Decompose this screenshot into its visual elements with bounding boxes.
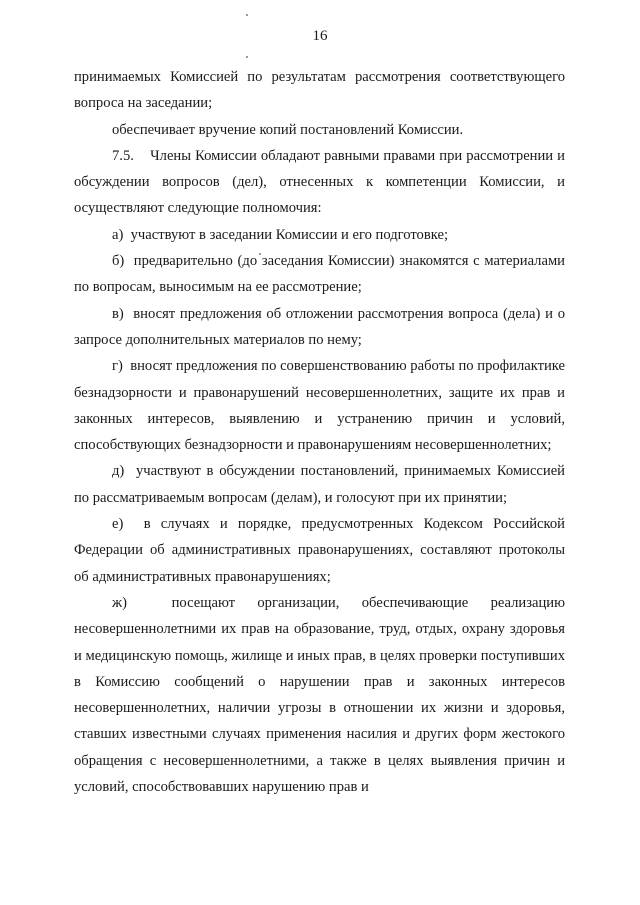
- page-number: 16: [312, 28, 328, 44]
- list-item: ж) посещают организации, обеспечивающие реализацию несовершеннолетними их прав на образование, труд, отдых, охрану здоровья и медицинскую помощь, жилище и иных прав, в целях проверки поступивших в Комиссию сообщений о нарушении прав и законных интересов несовершеннолетних, наличии угрозы в отношении их жизни и здоровья, ставших известными случаях применения насилия и других форм жестокого обращения с несовершеннолетними, а также в целях выявления причин и условий, способствовавших нарушению прав и: [74, 594, 565, 796]
- document-body: [74, 64, 565, 800]
- list-item: б) предварительно (до заседания Комиссии) знакомятся с материалами по вопросам, выносимым на ее рассмотрение;: [74, 253, 565, 296]
- paragraph: 7.5. Члены Комиссии обладают равными правами при рассмотрении и обсуждении вопросов (дел), отнесенных к компетенции Комиссии, и осуществляют следующие полномочия:: [74, 147, 565, 217]
- list-item: г) вносят предложения по совершенствованию работы по профилактике безнадзорности и правонарушений несовершеннолетних, защите их прав и законных интересов, выявлению и устранению причин и условий, способствующих безнадзорности и правонарушениям несовершеннолетних;: [74, 358, 565, 454]
- scan-speck: [246, 56, 248, 58]
- paragraph: принимаемых Комиссией по результатам рассмотрения соответствующего вопроса на заседании;: [74, 69, 565, 112]
- list-item: д) участвуют в обсуждении постановлений, принимаемых Комиссией по рассматриваемым вопросам (делам), и голосуют при их принятии;: [74, 463, 565, 506]
- list-item: в) вносят предложения об отложении рассмотрения вопроса (дела) и о запросе дополнительных материалов по нему;: [74, 305, 565, 348]
- scan-speck: [246, 14, 248, 16]
- paragraph: обеспечивает вручение копий постановлений Комиссии.: [112, 121, 464, 138]
- list-item: е) в случаях и порядке, предусмотренных Кодексом Российской Федерации об административных правонарушениях, составляют протоколы об административных правонарушениях;: [74, 516, 565, 585]
- list-item: а) участвуют в заседании Комиссии и его подготовке;: [112, 226, 448, 243]
